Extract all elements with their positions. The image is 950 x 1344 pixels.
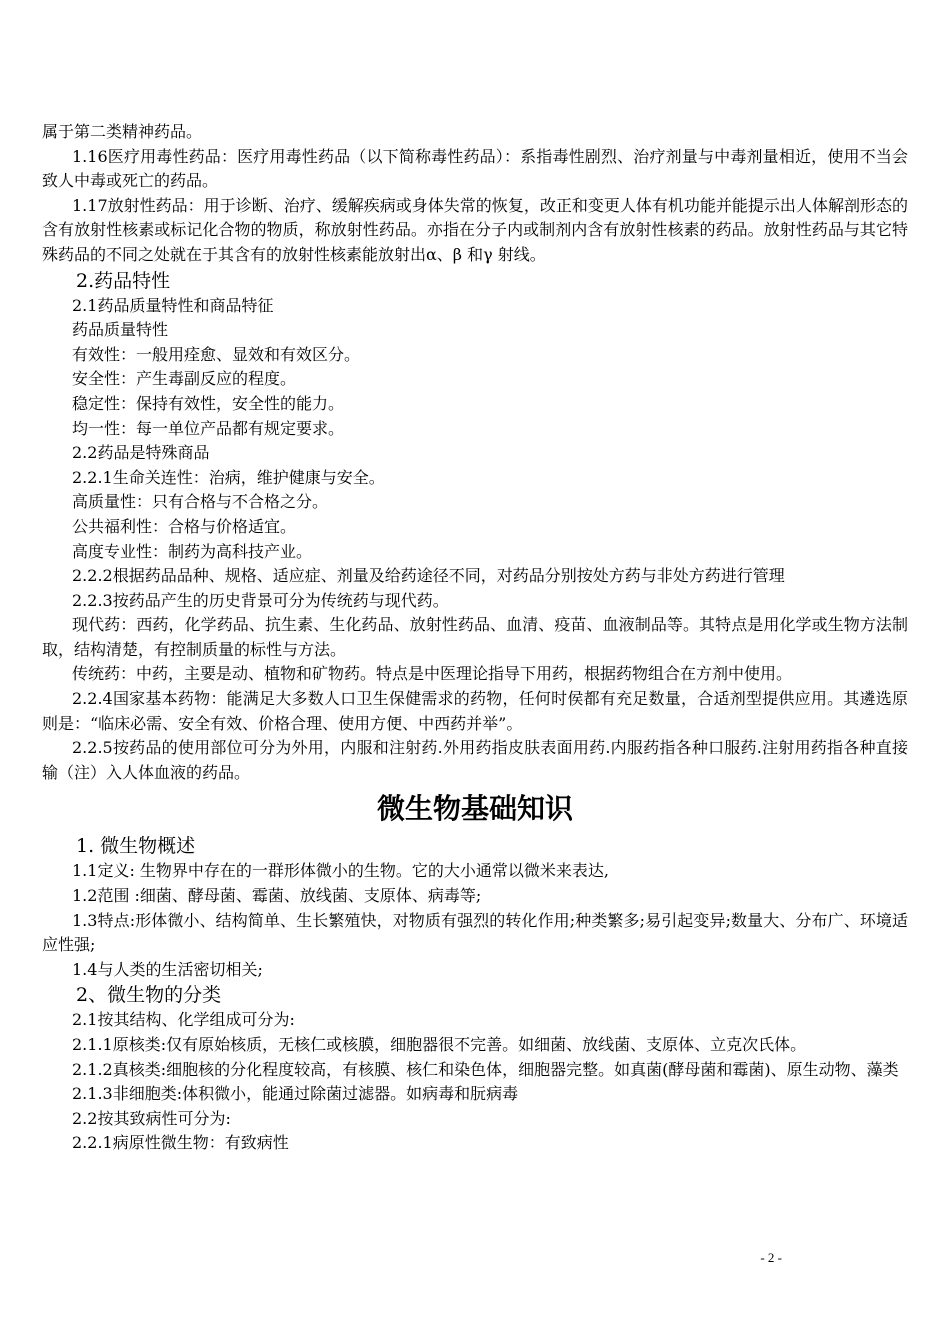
paragraph: 2.2.1生命关连性：治病，维护健康与安全。 xyxy=(72,467,385,487)
paragraph: 2.1.2真核类:细胞核的分化程度较高，有核膜、核仁和染色体，细胞器完整。如真菌(酵母菌和霉菌)、原生动物、藻类 xyxy=(72,1059,899,1079)
page-number: - 2 - xyxy=(760,1250,782,1265)
section-heading-microbe-classification: 2、微生物的分类 xyxy=(76,984,222,1007)
paragraph: 高质量性：只有合格与不合格之分。 xyxy=(72,492,329,512)
paragraph: 2.2.3按药品产生的历史背景可分为传统药与现代药。 xyxy=(72,590,449,610)
paragraph: 现代药：西药，化学药品、抗生素、生化药品、放射性药品、血清、疫苗、血液制品等。其特点是用化学或生物方法制取，结构清楚，有控制质量的标性与方法。 xyxy=(42,615,908,659)
paragraph: 高度专业性：制药为高科技产业。 xyxy=(72,541,313,561)
paragraph: 1.16医疗用毒性药品：医疗用毒性药品（以下简称毒性药品）：系指毒性剧烈、治疗剂量与中毒剂量相近，使用不当会致人中毒或死亡的药品。 xyxy=(42,146,908,191)
paragraph: 2.2.4国家基本药物：能满足大多数人口卫生保健需求的药物，任何时侯都有充足数量，合适剂型提供应用。其遴选原则是：“临床必需、安全有效、价格合理、使用方便、中西药并举”。 xyxy=(42,689,908,733)
microbe-classification-body xyxy=(42,1008,908,1156)
paragraph: 药品质量特性 xyxy=(72,320,169,340)
paragraph: 稳定性：保持有效性，安全性的能力。 xyxy=(72,393,345,413)
paragraph: 2.1.1原核类:仅有原始核质，无核仁或核膜，细胞器很不完善。如细菌、放线菌、支原体、立克次氏体。 xyxy=(72,1035,807,1054)
page-content xyxy=(42,120,908,1156)
section-heading-drug-properties: 2.药品特性 xyxy=(76,269,171,292)
paragraph: 1.4与人类的生活密切相关; xyxy=(72,959,263,979)
section-title-microbiology: 微生物基础知识 xyxy=(376,792,573,826)
paragraph: 公共福利性：合格与价格适宜。 xyxy=(72,516,297,536)
paragraph: 1.17放射性药品：用于诊断、治疗、缓解疾病或身体失常的恢复，改正和变更人体有机功能并能提示出人体解剖形态的含有放射性核素或标记化合物的物质，称放射性药品。亦指在分子内或制剂内含有放射性核素的药品。放射性药品与其它特殊药品的不同之处就在于其含有的放射性核素能放射出α、β 和γ 射线。 xyxy=(42,195,908,264)
paragraph: 传统药：中药，主要是动、植物和矿物药。特点是中医理论指导下用药，根据药物组合在方剂中使用。 xyxy=(72,664,793,684)
paragraph: 2.1按其结构、化学组成可分为: xyxy=(72,1010,295,1030)
microbe-overview-body xyxy=(42,859,908,982)
paragraph: 2.2.2根据药品品种、规格、适应症、剂量及给药途径不同，对药品分别按处方药与非处方药进行管理 xyxy=(72,566,785,586)
paragraph: 有效性：一般用痊愈、显效和有效区分。 xyxy=(72,344,361,364)
paragraph: 均一性：每一单位产品都有规定要求。 xyxy=(72,418,345,438)
paragraph: 属于第二类精神药品。 xyxy=(42,122,203,141)
paragraph: 2.1药品质量特性和商品特征 xyxy=(72,295,274,315)
paragraph: 2.2按其致病性可分为: xyxy=(72,1108,231,1128)
paragraph: 1.1定义: 生物界中存在的一群形体微小的生物。它的大小通常以微米来表达, xyxy=(72,861,610,881)
paragraph: 2.2.1病原性微生物：有致病性 xyxy=(72,1133,289,1153)
paragraph: 2.1.3非细胞类:体积微小，能通过除菌过滤器。如病毒和朊病毒 xyxy=(72,1084,519,1104)
section-heading-microbe-overview: 1. 微生物概述 xyxy=(76,835,196,858)
paragraph: 2.2.5按药品的使用部位可分为外用，内服和注射药.外用药指皮肤表面用药.内服药指各种口服药.注射用药指各种直接输（注）入人体血液的药品。 xyxy=(42,738,908,782)
drug-properties-body xyxy=(42,294,908,786)
paragraph: 1.2范围 :细菌、酵母菌、霉菌、放线菌、支原体、病毒等; xyxy=(72,886,482,906)
paragraph: 2.2药品是特殊商品 xyxy=(72,443,210,463)
intro-paragraphs xyxy=(42,120,908,268)
paragraph: 1.3特点:形体微小、结构简单、生长繁殖快，对物质有强烈的转化作用;种类繁多;易引起变异;数量大、分布广、环境适应性强; xyxy=(42,910,908,955)
paragraph: 安全性：产生毒副反应的程度。 xyxy=(72,369,297,389)
